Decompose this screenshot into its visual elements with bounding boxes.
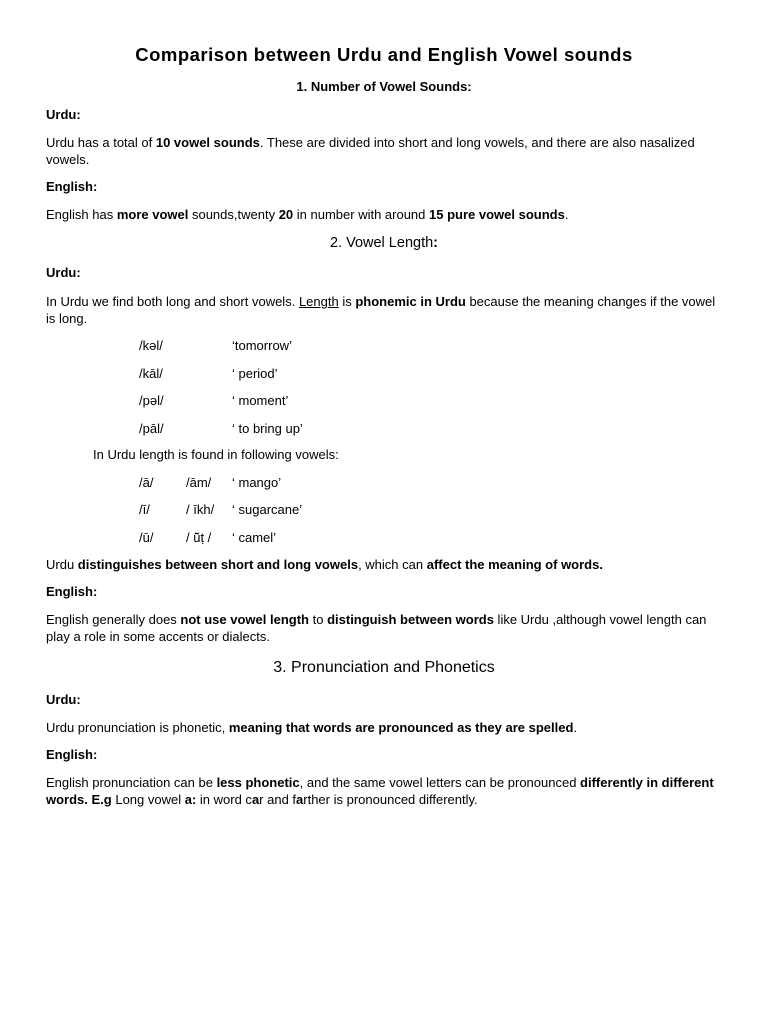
pair-gloss: ‘ period’ xyxy=(232,366,278,381)
section-1-urdu-paragraph: Urdu has a total of 10 vowel sounds. These are divided into short and long vowels, and there are also nasalized vowels. xyxy=(46,135,695,167)
pair-ipa: /kəl/ xyxy=(139,338,163,353)
section-2-urdu-summary: Urdu distinguishes between short and long vowels, which can affect the meaning of words. xyxy=(46,557,603,572)
vowel-word: /ām/ xyxy=(186,475,212,490)
section-3-urdu-paragraph: Urdu pronunciation is phonetic, meaning that words are pronounced as they are spelled. xyxy=(46,720,578,735)
section-1-english-paragraph: English has more vowel sounds,twenty 20 in number with around 15 pure vowel sounds. xyxy=(46,207,569,222)
pair-ipa: /pəl/ xyxy=(139,393,164,408)
pair-gloss: ‘ to bring up’ xyxy=(232,421,303,436)
section-1-urdu-label: Urdu: xyxy=(46,107,81,122)
section-3-english-paragraph: English pronunciation can be less phonetic, and the same vowel letters can be pronounced differently in different words. E.g Long vowel a: in word car and farther is pronounced differently. xyxy=(46,775,714,807)
pair-gloss: ‘tomorrow’ xyxy=(232,338,292,353)
section-2-heading: 2. Vowel Length: xyxy=(329,235,439,251)
section-2-urdu-label: Urdu: xyxy=(46,265,81,280)
vowel-gloss: ‘ mango’ xyxy=(232,475,282,490)
section-3-english-label: English: xyxy=(46,747,98,762)
vowel-gloss: ‘ sugarcane’ xyxy=(232,502,303,517)
section-1-heading: 1. Number of Vowel Sounds: xyxy=(296,79,472,94)
pair-ipa: /pāl/ xyxy=(139,421,164,436)
section-1-english-label: English: xyxy=(46,179,98,194)
section-2-urdu-paragraph: In Urdu we find both long and short vowels. Length is phonemic in Urdu because the meaning changes if the vowel is long. xyxy=(46,294,716,326)
vowel-word: / īkh/ xyxy=(186,502,215,517)
vowel-word: / ũ̄ṭ / xyxy=(186,530,212,545)
pair-ipa: /kāl/ xyxy=(139,366,163,381)
section-2-english-paragraph: English generally does not use vowel length to distinguish between words like Urdu ,although vowel length can play a role in some accents or dialects. xyxy=(46,612,707,644)
pair-gloss: ‘ moment’ xyxy=(232,393,289,408)
vowel-symbol: /ū/ xyxy=(139,530,154,545)
section-3-heading: 3. Pronunciation and Phonetics xyxy=(273,659,495,676)
document-title: Comparison between Urdu and English Vowel sounds xyxy=(135,44,633,65)
vowel-symbol: /ī/ xyxy=(139,502,150,517)
section-3-urdu-label: Urdu: xyxy=(46,692,81,707)
vowel-length-intro: In Urdu length is found in following vowels: xyxy=(93,447,339,462)
vowel-symbol: /ā/ xyxy=(139,475,154,490)
vowel-gloss: ‘ camel’ xyxy=(232,530,277,545)
section-2-english-label: English: xyxy=(46,584,98,599)
